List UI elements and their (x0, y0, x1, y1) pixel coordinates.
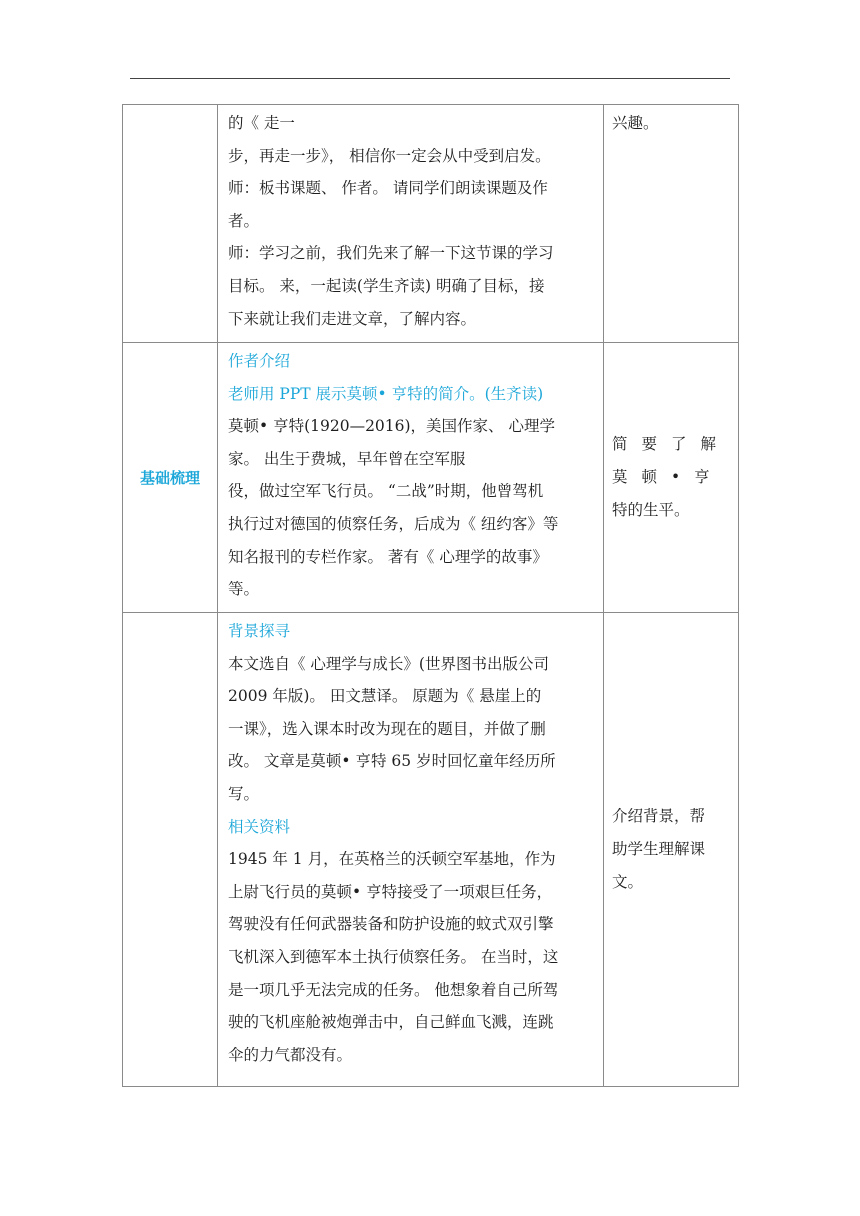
section-heading: 背景探寻 (228, 622, 291, 640)
note-line: 介绍背景，帮 (612, 807, 706, 825)
stage-cell (123, 613, 218, 1087)
content-line: 是一项几乎无法完成的任务。 他想象着自己所驾 (228, 980, 559, 999)
content-line: 驶的飞机座舱被炮弹击中，自己鲜血飞溅，连跳 (228, 1013, 554, 1032)
content-line: 一课》，选入课本时改为现在的题目，并做了删 (228, 719, 546, 738)
content-line: 师：板书课题、 作者。 请同学们朗读课题及作 (228, 179, 548, 198)
note-line: 文。 (612, 873, 644, 891)
content-line: 上尉飞行员的莫顿• 亨特接受了一项艰巨任务， (228, 882, 553, 901)
note-cell (604, 613, 739, 1087)
content-line: 家。 出生于费城，早年曾在空军服 (228, 449, 466, 468)
note-line: 莫顿•亨 (612, 468, 724, 486)
note-line: 简要了解 (612, 435, 731, 453)
content-line: 莫顿• 亨特(1920—2016)，美国作家、 心理学 (228, 417, 555, 436)
note-cell (604, 343, 739, 613)
content-line: 步，再走一步》， 相信你一定会从中受到启发。 (228, 146, 551, 165)
content-cell (218, 105, 604, 343)
content-line: 1945 年 1 月，在英格兰的沃顿空军基地，作为 (228, 850, 556, 869)
content-line: 者。 (228, 211, 260, 230)
note-line: 兴趣。 (612, 114, 659, 132)
lesson-plan-table (122, 104, 739, 1087)
content-line: 驾驶没有任何武器装备和防护设施的蚊式双引擎 (228, 915, 554, 934)
content-line: 师：学习之前，我们先来了解一下这节课的学习 (228, 244, 554, 263)
stage-cell (123, 105, 218, 343)
content-line: 等。 (228, 580, 260, 599)
content-cell (218, 343, 604, 613)
content-line: 下来就让我们走进文章，了解内容。 (228, 309, 477, 328)
content-line: 改。 文章是莫顿• 亨特 65 岁时回忆童年经历所 (228, 752, 556, 771)
section-heading: 作者介绍 (228, 352, 291, 370)
content-line: 写。 (228, 784, 260, 803)
note-cell (604, 105, 739, 343)
content-line: 目标。 来，一起读(学生齐读) 明确了目标，接 (228, 276, 545, 295)
content-line: 知名报刊的专栏作家。 著有《 心理学的故事》 (228, 547, 548, 566)
note-line: 助学生理解课 (612, 840, 706, 858)
header-rule (130, 78, 730, 79)
content-cell (218, 613, 604, 1087)
table-row (123, 105, 739, 343)
content-line: 本文选自《 心理学与成长》(世界图书出版公司 (228, 654, 549, 673)
table-row (123, 613, 739, 1087)
note-line: 特的生平。 (612, 501, 690, 519)
table-row (123, 343, 739, 613)
content-line: 执行过对德国的侦察任务，后成为《 纽约客》等 (228, 514, 559, 533)
content-line: 的《 走一 (228, 114, 295, 132)
stage-label: 基础梳理 (123, 343, 218, 613)
content-line: 2009 年版)。 田文慧译。 原题为《 悬崖上的 (228, 687, 542, 706)
teacher-instruction: 老师用 PPT 展示莫顿• 亨特的简介。(生齐读) (228, 384, 544, 403)
section-heading: 相关资料 (228, 817, 291, 836)
content-line: 伞的力气都没有。 (228, 1045, 353, 1064)
content-line: 飞机深入到德军本土执行侦察任务。 在当时，这 (228, 947, 559, 966)
content-line: 役，做过空军飞行员。 “二战”时期，他曾驾机 (228, 482, 544, 501)
